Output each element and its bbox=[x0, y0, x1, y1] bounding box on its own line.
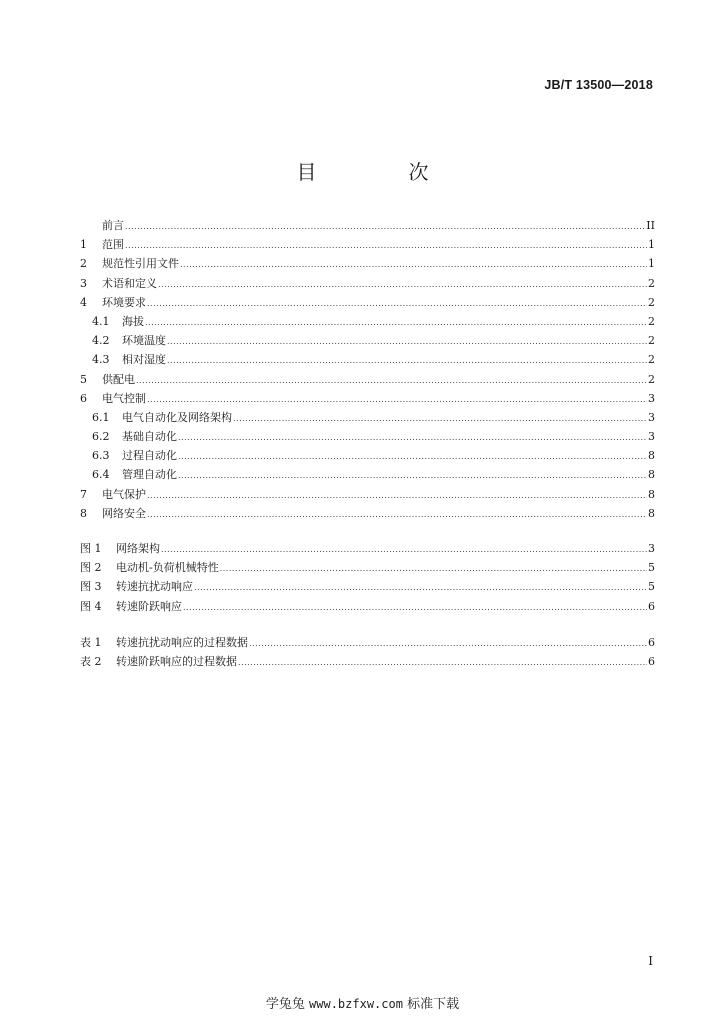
toc-entry-page: 3 bbox=[648, 410, 655, 424]
toc-entry-label: 环境要求 bbox=[102, 295, 146, 309]
toc-entry-number: 6.1 bbox=[92, 410, 110, 424]
toc-entry-page: 2 bbox=[648, 295, 655, 309]
table-entry[interactable] bbox=[80, 633, 655, 652]
dot-leader bbox=[238, 653, 647, 672]
toc-entry-label: 电气控制 bbox=[102, 391, 146, 405]
table-entry-number: 表 1 bbox=[80, 636, 102, 649]
toc-entry[interactable] bbox=[80, 331, 655, 350]
table-entry-page: 6 bbox=[648, 655, 655, 669]
dot-leader bbox=[183, 598, 647, 617]
figure-entry-page: 5 bbox=[648, 561, 655, 575]
dot-leader bbox=[233, 409, 647, 428]
figure-entry-label: 网络架构 bbox=[116, 542, 160, 555]
toc-entry-page: 2 bbox=[648, 334, 655, 348]
figure-entry-page: 6 bbox=[648, 599, 655, 613]
toc-entry[interactable] bbox=[80, 235, 655, 254]
toc-entry-page: 1 bbox=[648, 257, 655, 271]
toc-entry-label: 相对湿度 bbox=[122, 353, 166, 367]
dot-leader bbox=[194, 578, 647, 597]
figure-entry-number: 图 1 bbox=[80, 542, 102, 555]
document-code: JB/T 13500—2018 bbox=[544, 78, 653, 92]
footer-site: www.bzfxw.com bbox=[309, 997, 403, 1011]
toc-entry[interactable] bbox=[80, 389, 655, 408]
toc-entry[interactable] bbox=[80, 485, 655, 504]
toc-entry-page: II bbox=[646, 219, 655, 232]
toc-entry-label: 规范性引用文件 bbox=[102, 257, 179, 271]
toc-entry-label: 环境温度 bbox=[122, 334, 166, 348]
toc-entry[interactable] bbox=[80, 312, 655, 331]
dot-leader bbox=[249, 634, 647, 653]
figure-entry-number: 图 3 bbox=[80, 580, 102, 594]
toc-entry-label: 前言 bbox=[102, 219, 124, 232]
toc-entry[interactable] bbox=[80, 370, 655, 389]
toc-entry-page: 8 bbox=[648, 487, 655, 501]
toc-entry-number: 4.3 bbox=[92, 353, 110, 367]
toc-entry-number: 4 bbox=[80, 295, 87, 309]
toc-main-list bbox=[80, 216, 655, 523]
toc-entry[interactable] bbox=[80, 465, 655, 484]
dot-leader bbox=[125, 217, 645, 236]
figure-entry[interactable] bbox=[80, 597, 655, 616]
toc-entry-number: 1 bbox=[80, 238, 87, 252]
toc-entry-label: 海拔 bbox=[122, 314, 144, 328]
toc-entry-number: 6 bbox=[80, 391, 87, 405]
toc-entry-page: 8 bbox=[648, 449, 655, 463]
toc-entry-label: 基础自动化 bbox=[122, 430, 177, 444]
dot-leader bbox=[220, 559, 647, 578]
toc-entry-label: 电气自动化及网络架构 bbox=[122, 410, 232, 424]
figure-entry-page: 5 bbox=[648, 580, 655, 594]
toc-entry[interactable] bbox=[80, 504, 655, 523]
toc-entry-number: 6.2 bbox=[92, 430, 110, 444]
toc-entry-label: 网络安全 bbox=[102, 506, 146, 520]
toc-entry[interactable] bbox=[80, 408, 655, 427]
toc-entry[interactable] bbox=[80, 254, 655, 273]
figure-entry-label: 转速阶跃响应 bbox=[116, 599, 182, 613]
toc-entry-label: 电气保护 bbox=[102, 487, 146, 501]
dot-leader bbox=[147, 486, 647, 505]
dot-leader bbox=[145, 313, 647, 332]
footer-download: 标准下载 bbox=[407, 997, 460, 1012]
dot-leader bbox=[158, 275, 647, 294]
toc-entry-page: 8 bbox=[648, 506, 655, 520]
toc-entry-number: 6.4 bbox=[92, 468, 110, 482]
dot-leader bbox=[147, 505, 647, 524]
toc-entry-page: 2 bbox=[648, 372, 655, 386]
figure-entry-number: 图 4 bbox=[80, 599, 102, 613]
toc-entry-number: 7 bbox=[80, 487, 87, 501]
toc-entry-label: 管理自动化 bbox=[122, 468, 177, 482]
toc-entry-label: 过程自动化 bbox=[122, 449, 177, 463]
dot-leader bbox=[167, 332, 647, 351]
toc-tables-list bbox=[80, 633, 655, 671]
table-entry-page: 6 bbox=[648, 636, 655, 649]
table-entry-number: 表 2 bbox=[80, 655, 102, 669]
footer-watermark bbox=[0, 993, 725, 1012]
toc-entry-page: 3 bbox=[648, 391, 655, 405]
toc-entry-number: 6.3 bbox=[92, 449, 110, 463]
table-entry-label: 转速抗扰动响应的过程数据 bbox=[116, 636, 248, 649]
dot-leader bbox=[136, 371, 647, 390]
figure-entry-page: 3 bbox=[648, 542, 655, 555]
figure-entry-label: 电动机-负荷机械特性 bbox=[116, 561, 219, 575]
toc-entry-page: 1 bbox=[648, 238, 655, 252]
toc-entry[interactable] bbox=[80, 274, 655, 293]
toc-title: 目 次 bbox=[296, 160, 465, 184]
toc-entry-number: 2 bbox=[80, 257, 87, 271]
dot-leader bbox=[167, 351, 647, 370]
dot-leader bbox=[161, 540, 647, 559]
toc-entry-page: 2 bbox=[648, 314, 655, 328]
dot-leader bbox=[178, 466, 647, 485]
toc-entry-page: 8 bbox=[648, 468, 655, 482]
toc-entry-number: 5 bbox=[80, 372, 87, 386]
toc-entry[interactable] bbox=[80, 427, 655, 446]
toc-entry-number: 8 bbox=[80, 506, 87, 520]
toc-entry-number: 4.1 bbox=[92, 314, 110, 328]
page-number: I bbox=[648, 954, 653, 968]
dot-leader bbox=[125, 236, 647, 255]
toc-entry[interactable] bbox=[80, 350, 655, 369]
dot-leader bbox=[147, 294, 647, 313]
toc-entry-number: 3 bbox=[80, 276, 87, 290]
toc-entry[interactable] bbox=[80, 216, 655, 235]
footer-brand: 学兔兔 bbox=[265, 997, 305, 1012]
toc-entry-page: 2 bbox=[648, 276, 655, 290]
dot-leader bbox=[178, 447, 647, 466]
toc-entry-number: 4.2 bbox=[92, 334, 110, 348]
toc-entry-label: 术语和定义 bbox=[102, 276, 157, 290]
toc-entry-label: 供配电 bbox=[102, 372, 135, 386]
dot-leader bbox=[180, 255, 647, 274]
toc-entry-label: 范围 bbox=[102, 238, 124, 252]
dot-leader bbox=[147, 390, 647, 409]
toc-entry[interactable] bbox=[80, 293, 655, 312]
figure-entry[interactable] bbox=[80, 558, 655, 577]
figure-entry-label: 转速抗扰动响应 bbox=[116, 580, 193, 594]
toc-entry-page: 2 bbox=[648, 353, 655, 367]
figure-entry[interactable] bbox=[80, 539, 655, 558]
figure-entry[interactable] bbox=[80, 577, 655, 596]
dot-leader bbox=[178, 428, 647, 447]
figure-entry-number: 图 2 bbox=[80, 561, 102, 575]
toc-entry-page: 3 bbox=[648, 430, 655, 444]
table-entry-label: 转速阶跃响应的过程数据 bbox=[116, 655, 237, 669]
table-entry[interactable] bbox=[80, 652, 655, 671]
toc-entry[interactable] bbox=[80, 446, 655, 465]
toc-figures-list bbox=[80, 539, 655, 616]
